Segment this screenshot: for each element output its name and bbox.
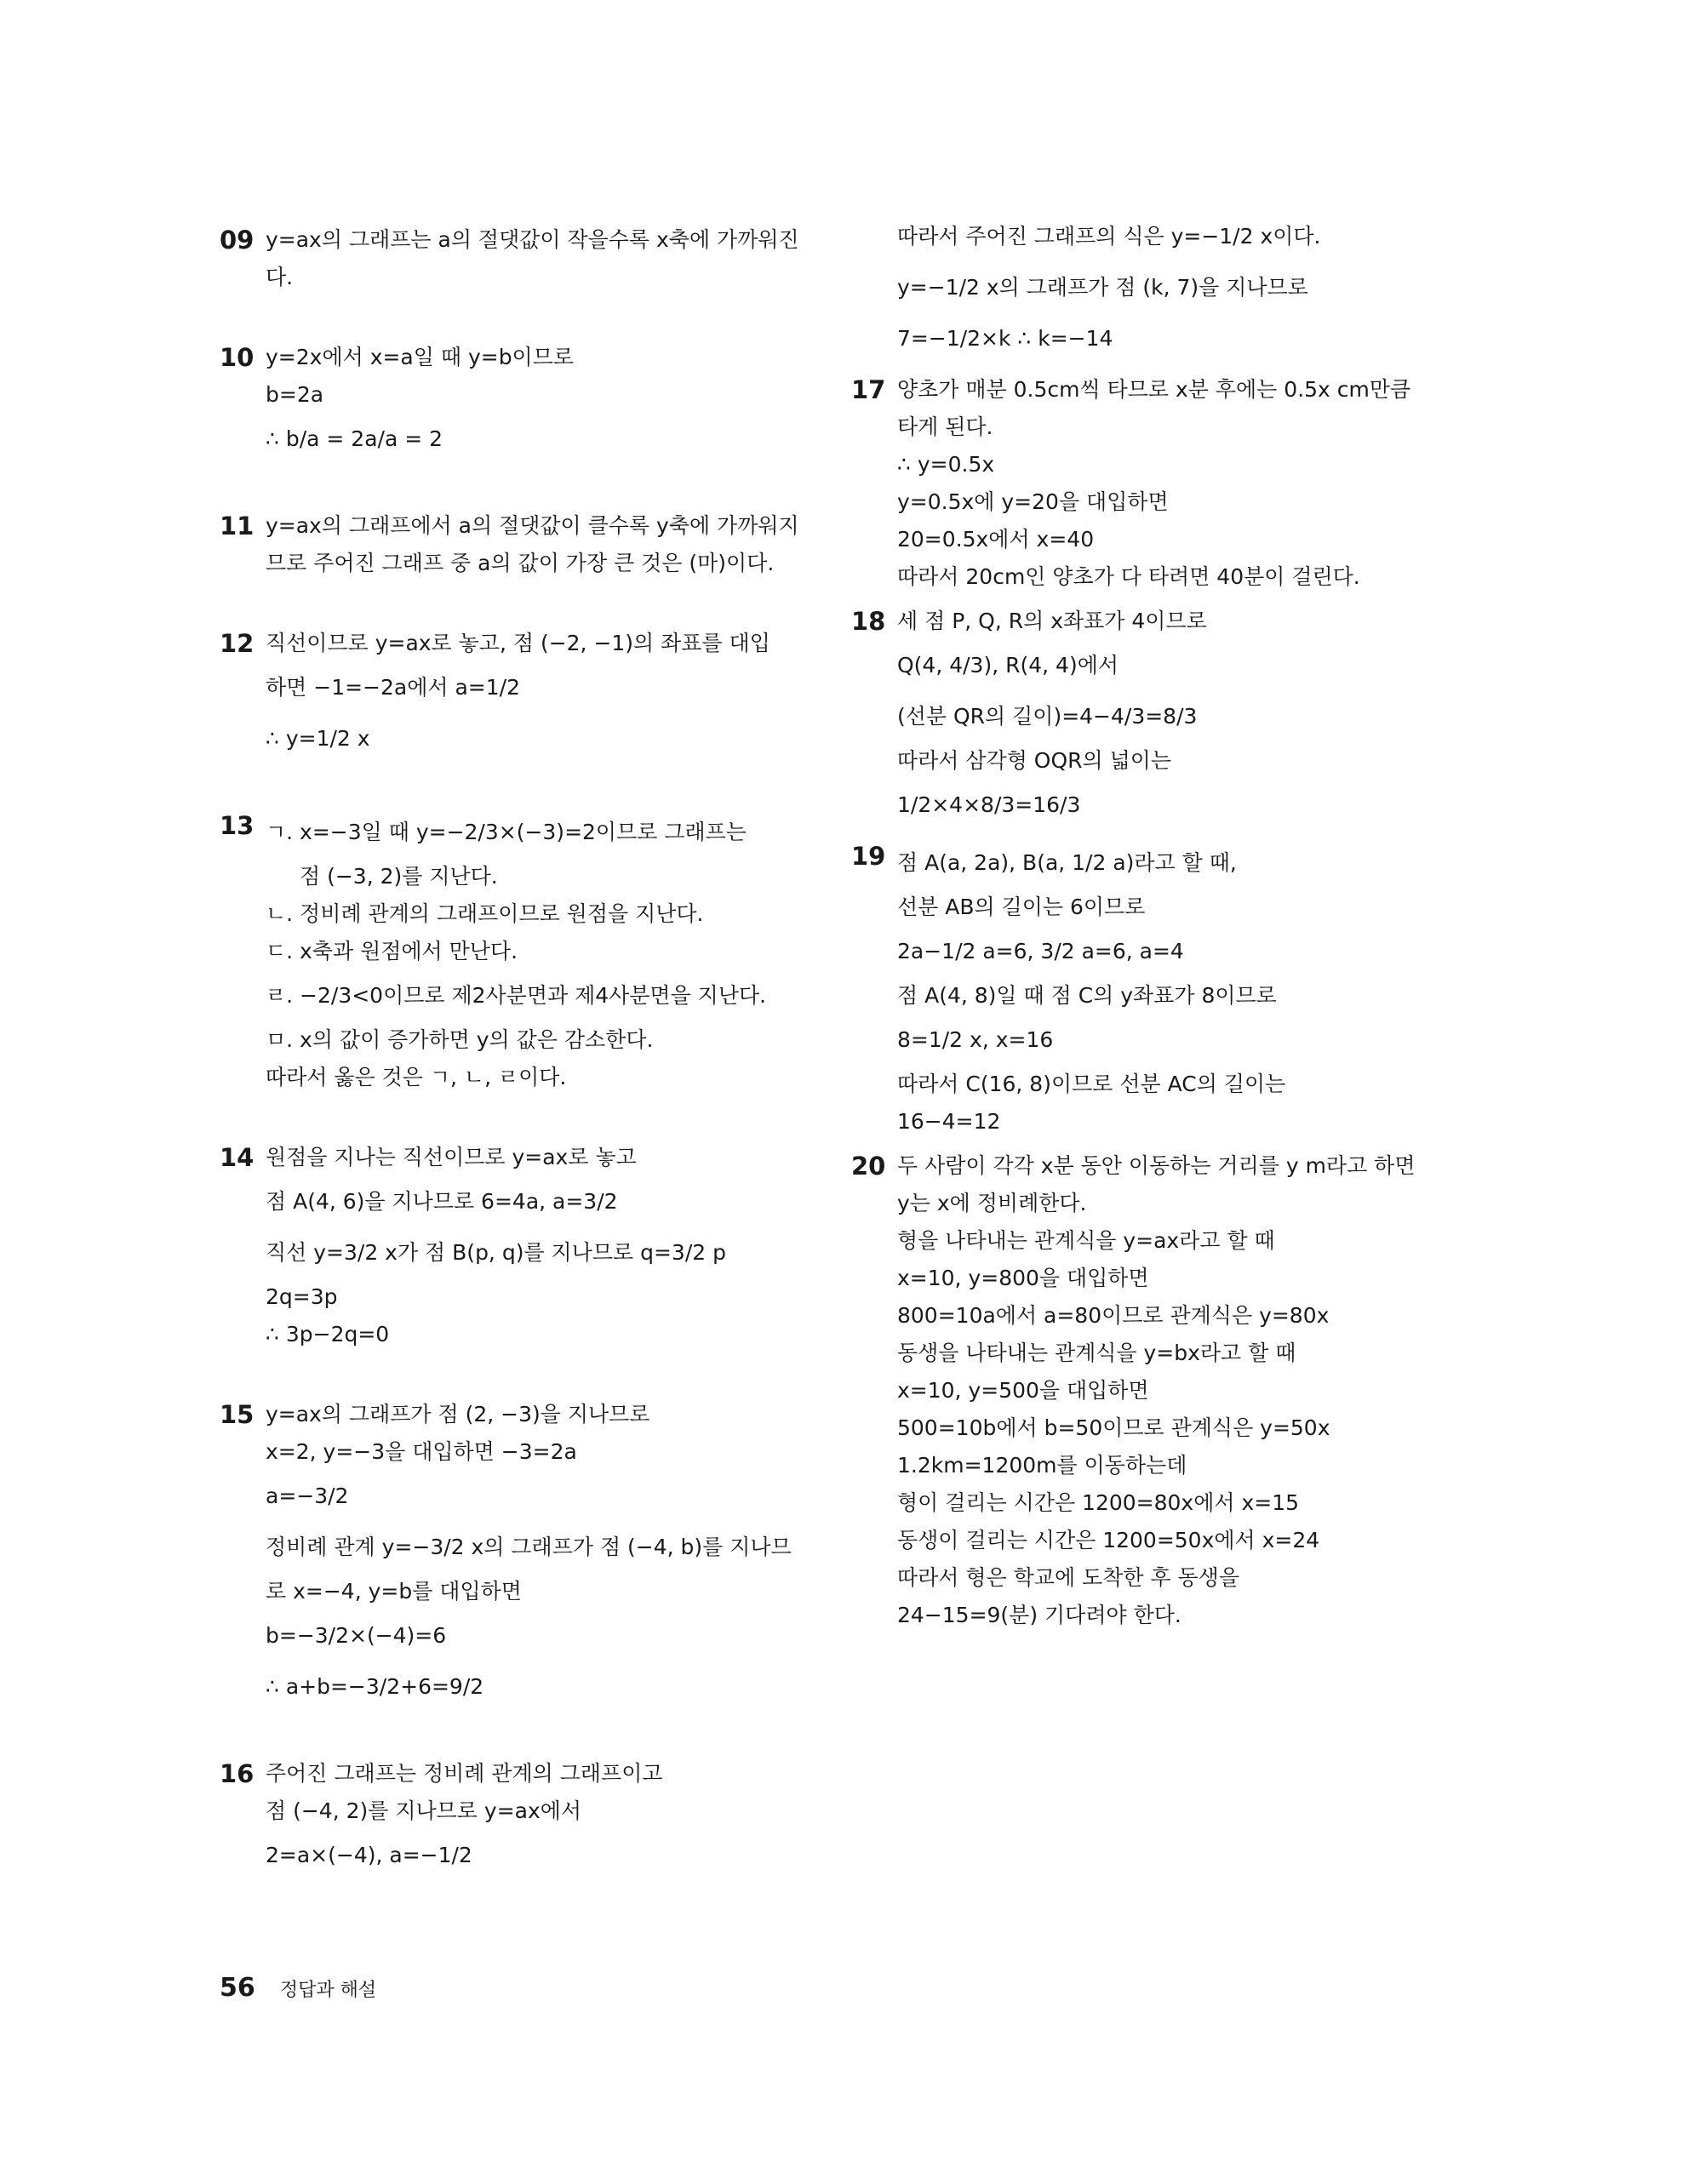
solution-line: 세 점 P, Q, R의 x좌표가 4이므로 <box>897 609 1207 633</box>
solution-line: ∴ y=0.5x <box>897 452 995 477</box>
solution-line: 점 A(a, 2a), B(a, 1/2 a)라고 할 때, <box>897 850 1237 875</box>
problem-number: 16 <box>220 1759 255 1788</box>
solution-line: 1/2×4×8/3=16/3 <box>897 792 1081 817</box>
solution-line: 점 A(4, 8)일 때 점 C의 y좌표가 8이므로 <box>897 983 1277 1008</box>
problem-12 <box>220 625 798 764</box>
problem-15 <box>220 1396 798 1712</box>
solution-line: 선분 AB의 길이는 6이므로 <box>897 895 1146 919</box>
solution-line: ∴ y=1/2 x <box>266 726 370 751</box>
solution-line: 따라서 C(16, 8)이므로 선분 AC의 길이는 <box>897 1072 1286 1096</box>
solution-line: 16−4=12 <box>897 1109 1001 1134</box>
problem-number: 18 <box>851 607 886 636</box>
solution-line: 점 (−3, 2)를 지난다. <box>300 864 498 889</box>
solution-line: x=2, y=−3을 대입하면 −3=2a <box>266 1439 577 1464</box>
solution-line: 형을 나타내는 관계식을 y=ax라고 할 때 <box>897 1228 1275 1253</box>
solution-line: 따라서 옳은 것은 ㄱ, ㄴ, ㄹ이다. <box>266 1065 567 1089</box>
solution-line: 동생이 걸리는 시간은 1200=50x에서 x=24 <box>897 1528 1320 1552</box>
solution-line: 두 사람이 각각 x분 동안 이동하는 거리를 y m라고 하면 <box>897 1153 1416 1178</box>
solution-line: a=−3/2 <box>266 1484 349 1508</box>
solution-line: ∴ b/a = 2a/a = 2 <box>266 426 443 451</box>
solution-line: y는 x에 정비례한다. <box>897 1191 1087 1215</box>
solution-line: 20=0.5x에서 x=40 <box>897 527 1095 552</box>
problem-number: 09 <box>220 226 255 254</box>
solution-line: 타게 된다. <box>897 415 993 439</box>
solution-line: b=2a <box>266 382 324 407</box>
solution-line: y=ax의 그래프에서 a의 절댓값이 클수록 y축에 가까워지 <box>266 513 799 538</box>
solution-line: 직선이므로 y=ax로 놓고, 점 (−2, −1)의 좌표를 대입 <box>266 631 770 655</box>
solution-line: 따라서 형은 학교에 도착한 후 동생을 <box>897 1565 1239 1590</box>
page-number: 56 <box>220 1973 255 2003</box>
solution-line: 양초가 매분 0.5cm씩 타므로 x분 후에는 0.5x cm만큼 <box>897 377 1411 402</box>
problem-number: 10 <box>220 343 255 372</box>
problem-number: 14 <box>220 1143 255 1172</box>
solution-line: 1.2km=1200m를 이동하는데 <box>897 1453 1187 1478</box>
solution-line: ㄱ. x=−3일 때 y=−2/3×(−3)=2이므로 그래프는 <box>266 820 747 844</box>
problem-number: 15 <box>220 1400 255 1429</box>
solution-line: 직선 y=3/2 x가 점 B(p, q)를 지나므로 q=3/2 p <box>266 1240 726 1265</box>
problem-continued <box>851 211 1439 364</box>
right-column <box>851 204 1439 1634</box>
solution-line: 7=−1/2×k ∴ k=−14 <box>897 326 1113 351</box>
solution-line: ㅁ. x의 값이 증가하면 y의 값은 감소한다. <box>266 1027 654 1052</box>
solution-line: ∴ a+b=−3/2+6=9/2 <box>266 1674 484 1699</box>
solution-line: ㄴ. 정비례 관계의 그래프이므로 원점을 지난다. <box>266 901 704 926</box>
solution-line: 점 (−4, 2)를 지나므로 y=ax에서 <box>266 1798 582 1823</box>
problem-18 <box>851 603 1439 831</box>
solution-line: 정비례 관계 y=−3/2 x의 그래프가 점 (−4, b)를 지나므 <box>266 1535 792 1559</box>
solution-line: 2a−1/2 a=6, 3/2 a=6, a=4 <box>897 939 1184 963</box>
problem-number: 12 <box>220 629 255 658</box>
left-column <box>220 204 798 1881</box>
solution-line: (선분 QR의 길이)=4−4/3=8/3 <box>897 704 1198 729</box>
solution-line: 따라서 삼각형 OQR의 넓이는 <box>897 748 1172 773</box>
solution-line: 다. <box>266 265 294 289</box>
solution-line: 동생을 나타내는 관계식을 y=bx라고 할 때 <box>897 1341 1296 1365</box>
problem-09 <box>220 221 798 296</box>
solution-line: y=ax의 그래프가 점 (2, −3)을 지나므로 <box>266 1402 650 1426</box>
problem-16 <box>220 1755 798 1881</box>
solution-line: ∴ 3p−2q=0 <box>266 1322 390 1346</box>
solution-line: 므로 주어진 그래프 중 a의 값이 가장 큰 것은 (마)이다. <box>266 551 775 575</box>
solution-line: x=10, y=500을 대입하면 <box>897 1378 1149 1403</box>
solution-line: 원점을 지나는 직선이므로 y=ax로 놓고 <box>266 1145 637 1169</box>
problem-number: 11 <box>220 512 255 540</box>
problem-number: 19 <box>851 842 886 871</box>
solution-line: 주어진 그래프는 정비례 관계의 그래프이고 <box>266 1761 663 1786</box>
solution-line: Q(4, 4/3), R(4, 4)에서 <box>897 653 1118 677</box>
solution-line: x=10, y=800을 대입하면 <box>897 1266 1149 1290</box>
solution-line: 점 A(4, 6)을 지나므로 6=4a, a=3/2 <box>266 1189 618 1214</box>
solution-line: y=2x에서 x=a일 때 y=b이므로 <box>266 345 575 369</box>
problem-19 <box>851 838 1439 1141</box>
solution-line: 8=1/2 x, x=16 <box>897 1027 1054 1052</box>
problem-13 <box>220 807 798 1096</box>
solution-line: ㄹ. −2/3<0이므로 제2사분면과 제4사분면을 지난다. <box>266 983 767 1008</box>
solution-line: 따라서 주어진 그래프의 식은 y=−1/2 x이다. <box>897 224 1321 249</box>
footer-label: 정답과 해설 <box>279 1980 377 2001</box>
solution-line: ㄷ. x축과 원점에서 만난다. <box>266 939 518 963</box>
solution-line: 로 x=−4, y=b를 대입하면 <box>266 1579 522 1604</box>
problem-17 <box>851 371 1439 596</box>
solution-line: y=ax의 그래프는 a의 절댓값이 작을수록 x축에 가까워진 <box>266 227 799 252</box>
solution-line: b=−3/2×(−4)=6 <box>266 1623 447 1648</box>
solution-line: 형이 걸리는 시간은 1200=80x에서 x=15 <box>897 1490 1300 1515</box>
problem-number: 20 <box>851 1152 886 1181</box>
solution-line: 2q=3p <box>266 1284 338 1309</box>
problem-10 <box>220 339 798 465</box>
solution-line: 2=a×(−4), a=−1/2 <box>266 1843 472 1867</box>
solution-line: y=−1/2 x의 그래프가 점 (k, 7)을 지나므로 <box>897 275 1308 300</box>
problem-14 <box>220 1139 798 1353</box>
solution-line: 하면 −1=−2a에서 a=1/2 <box>266 675 520 700</box>
problem-number: 13 <box>220 811 255 840</box>
solution-line: 24−15=9(분) 기다려야 한다. <box>897 1603 1181 1627</box>
problem-number: 17 <box>851 375 886 404</box>
problem-20 <box>851 1147 1439 1634</box>
solution-line: 500=10b에서 b=50이므로 관계식은 y=50x <box>897 1415 1330 1440</box>
page-footer <box>220 1973 376 2003</box>
solution-line: 800=10a에서 a=80이므로 관계식은 y=80x <box>897 1303 1330 1328</box>
solution-line: 따라서 20cm인 양초가 다 타려면 40분이 걸린다. <box>897 564 1360 589</box>
solution-line: y=0.5x에 y=20을 대입하면 <box>897 489 1169 514</box>
problem-11 <box>220 507 798 582</box>
